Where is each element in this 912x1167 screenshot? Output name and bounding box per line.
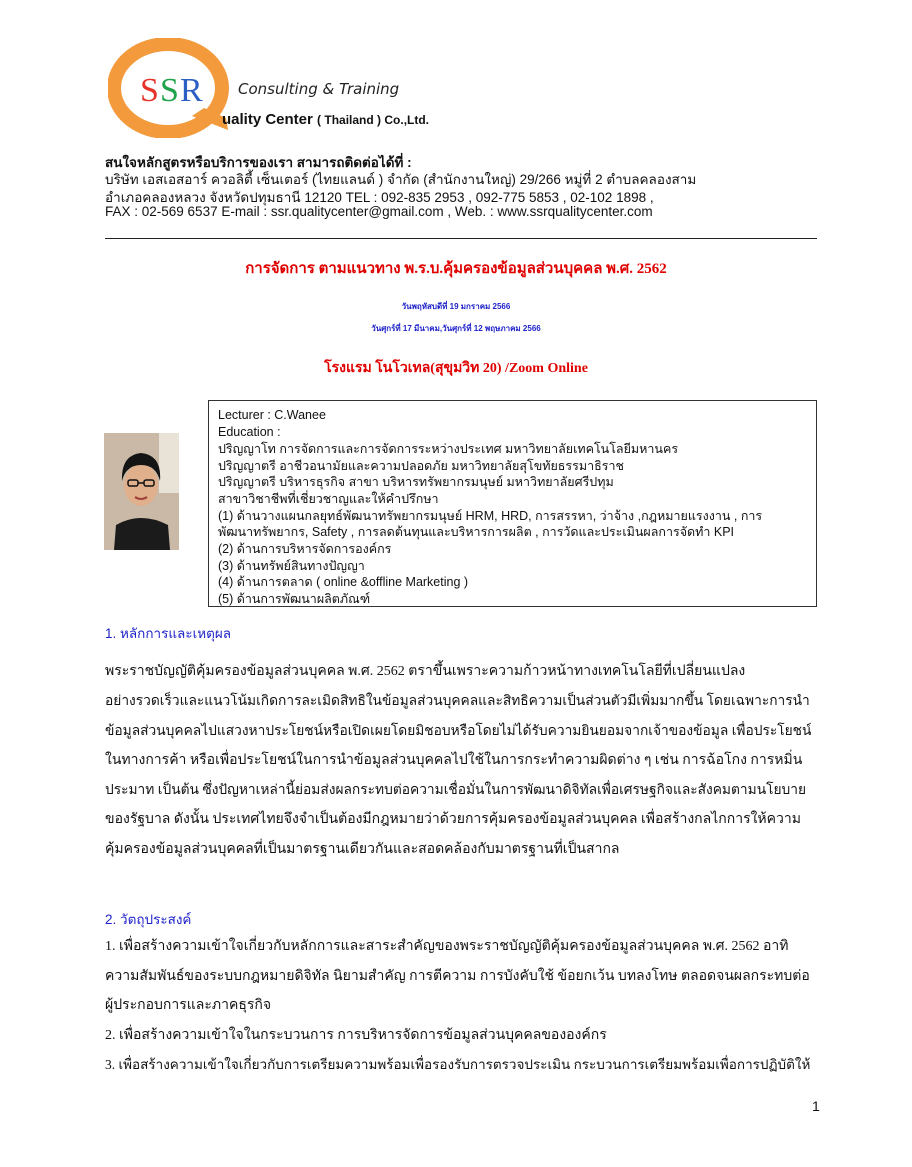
- lecturer-line: (2) ด้านการบริหารจัดการองค์กร: [218, 542, 392, 556]
- contact-phone: อำเภอคลองหลวง จังหวัดปทุมธานี 12120 TEL : 092-835 2953 , 092-775 5853 , 02-102 1898 ,: [105, 190, 654, 205]
- section-1-line: พระราชบัญญัติคุ้มครองข้อมูลส่วนบุคคล พ.ศ. 2562 ตราขึ้นเพราะความก้าวหน้าทางเทคโนโลยีที่เปลี่ยนแปลง: [105, 664, 746, 679]
- divider: [105, 238, 817, 239]
- lecturer-line: พัฒนาทรัพยากร, Safety , การลดต้นทุนและบริหารการผลิต , การวัดและประเมินผลการจัดทำ KPI: [218, 525, 735, 539]
- lecturer-line: Lecturer : C.Wanee: [218, 408, 326, 422]
- section-1-line: ข้อมูลส่วนบุคคลไปแสวงหาประโยชน์หรือเปิดเผยโดยมิชอบหรือโดยไม่ได้รับความยินยอมจากเจ้าของข้อมูล เพื่อประโยชน์: [105, 723, 812, 738]
- svg-text:R: R: [180, 72, 203, 109]
- lecturer-line: (1) ด้านวางแผนกลยุทธ์พัฒนาทรัพยากรมนุษย์ HRM, HRD, การสรรหา, ว่าจ้าง ,กฎหมายแรงงาน , การ: [218, 509, 763, 523]
- section-2-line: 2. เพื่อสร้างความเข้าใจในกระบวนการ การบริหารจัดการข้อมูลส่วนบุคคลขององค์กร: [105, 1028, 607, 1043]
- lecturer-line: (4) ด้านการตลาด ( online &offline Marketing ): [218, 575, 469, 589]
- lecturer-line: Education :: [218, 425, 281, 439]
- section-1-line: ในทางการค้า หรือเพื่อประโยชน์ในการนำข้อมูลส่วนบุคคลไปใช้ในการกระทำความผิดต่าง ๆ เช่น การฉ้อโกง การหมิ่น: [105, 753, 803, 768]
- section-1-line: ของรัฐบาล ดังนั้น ประเทศไทยจึงจำเป็นต้องมีกฎหมายว่าด้วยการคุ้มครองข้อมูลส่วนบุคคล เพื่อสร้างกลไกการให้ความ: [105, 812, 801, 827]
- course-date-2: วันศุกร์ที่ 17 มีนาคม,วันศุกร์ที่ 12 พฤษภาคม 2566: [371, 324, 541, 333]
- course-venue: โรงแรม โนโวเทล(สุขุมวิท 20) /Zoom Online: [324, 361, 588, 376]
- section-1-line: อย่างรวดเร็วและแนวโน้มเกิดการละเมิดสิทธิในข้อมูลส่วนบุคคลและสิทธิความเป็นส่วนตัวมีเพิ่มมากขึ้น โดยเฉพาะการนำ: [105, 693, 810, 708]
- company-logo: [108, 38, 240, 138]
- lecturer-info-box: [208, 400, 817, 607]
- contact-intro: สนใจหลักสูตรหรือบริการของเรา สามารถติดต่อได้ที่ :: [105, 155, 412, 170]
- section-2-line: ความสัมพันธ์ของระบบกฎหมายดิจิทัล นิยามสำคัญ การตีความ การบังคับใช้ ข้อยกเว้น บทลงโทษ ตลอดจนผลกระทบต่อ: [105, 969, 810, 984]
- contact-email-web: FAX : 02-569 6537 E-mail : ssr.qualitycenter@gmail.com , Web. : www.ssrqualitycenter.com: [105, 204, 653, 219]
- lecturer-line: ปริญญาตรี บริหารธุรกิจ สาขา บริหารทรัพยากรมนุษย์ มหาวิทยาลัยศรีปทุม: [218, 475, 614, 489]
- lecturer-line: (3) ด้านทรัพย์สินทางปัญญา: [218, 559, 365, 573]
- course-title: การจัดการ ตามแนวทาง พ.ร.บ.คุ้มครองข้อมูลส่วนบุคคล พ.ศ. 2562: [245, 261, 667, 277]
- lecturer-line: (5) ด้านการพัฒนาผลิตภัณฑ์: [218, 592, 371, 606]
- section-2-line: ผู้ประกอบการและภาคธุรกิจ: [105, 998, 272, 1013]
- page-number: 1: [812, 1098, 820, 1114]
- lecturer-photo: [104, 433, 179, 550]
- section-2-heading: 2. วัตถุประสงค์: [105, 912, 192, 927]
- contact-address: บริษัท เอสเอสอาร์ ควอลิตี้ เซ็นเตอร์ (ไทยแลนด์ ) จำกัด (สำนักงานใหญ่) 29/266 หมู่ที่ 2 ตำบลคลองสาม: [105, 172, 697, 187]
- section-1-line: ประมาท เป็นต้น ซึ่งปัญหาเหล่านี้ย่อมส่งผลกระทบต่อความเชื่อมั่นในการพัฒนาดิจิทัลเพื่อเศรษฐกิจและสังคมตามนโยบาย: [105, 782, 807, 797]
- lecturer-line: ปริญญาตรี อาชีวอนามัยและความปลอดภัย มหาวิทยาลัยสุโขทัยธรรมาธิราช: [218, 459, 624, 473]
- section-2-line: 1. เพื่อสร้างความเข้าใจเกี่ยวกับหลักการและสาระสำคัญของพระราชบัญญัติคุ้มครองข้อมูลส่วนบุคคล พ.ศ. 2562 อาทิ: [105, 939, 789, 954]
- lecturer-line: สาขาวิชาชีพที่เชี่ยวชาญและให้คำปรึกษา: [218, 492, 439, 506]
- company-name: uality Center ( Thailand ) Co.,Ltd.: [222, 111, 430, 128]
- section-1-line: คุ้มครองข้อมูลส่วนบุคคลที่เป็นมาตรฐานเดียวกันและสอดคล้องกับมาตรฐานที่เป็นสากล: [105, 842, 620, 857]
- lecturer-line: ปริญญาโท การจัดการและการจัดการระหว่างประเทศ มหาวิทยาลัยเทคโนโลยีมหานคร: [218, 442, 679, 456]
- svg-text:S: S: [140, 72, 159, 109]
- section-1-heading: 1. หลักการและเหตุผล: [105, 626, 232, 641]
- svg-text:S: S: [160, 72, 179, 109]
- section-2-line: 3. เพื่อสร้างความเข้าใจเกี่ยวกับการเตรียมความพร้อมเพื่อรองรับการตรวจประเมิน กระบวนการเตรียมพร้อมเพื่อการปฏิบัติให้: [105, 1057, 811, 1072]
- company-tagline: Consulting & Training: [238, 80, 400, 98]
- course-date-1: วันพฤหัสบดีที่ 19 มกราคม 2566: [401, 302, 511, 311]
